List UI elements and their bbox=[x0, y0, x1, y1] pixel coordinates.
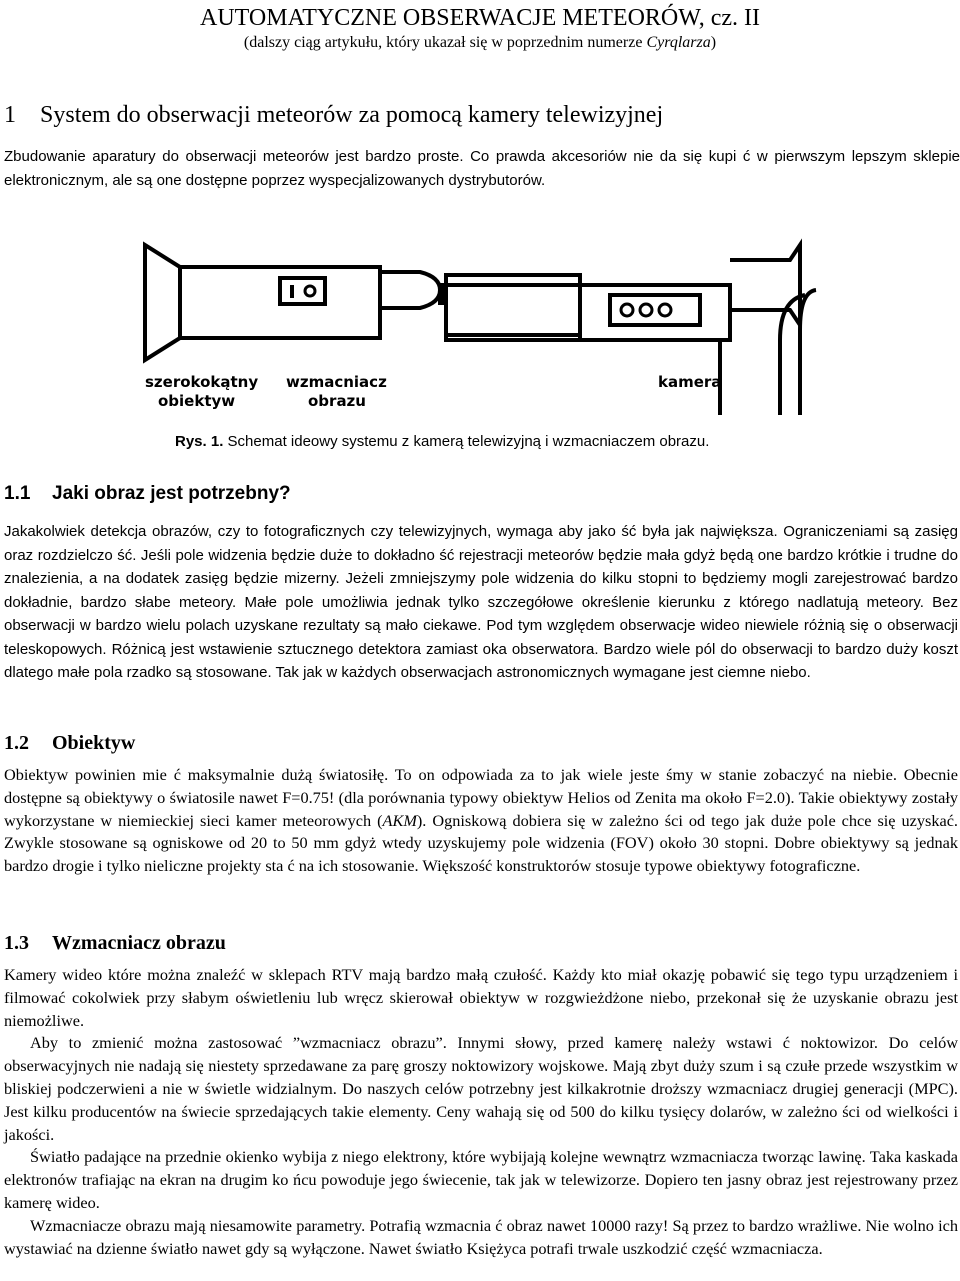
section-1-2-heading bbox=[4, 731, 135, 755]
paragraph: Wzmacniacze obrazu mają niesamowite parametry. Potrafią wzmacnia ć obraz nawet 10000 razy! Są przez to bardzo wrażliwe. Nie wolno ich wystawiać na dzienne światło nawet gdy są wyłączone. Nawet światło Księżyca potrafi trwale uszkodzić część wzmacniacza. bbox=[4, 1215, 958, 1258]
section-1-1-paragraph bbox=[4, 520, 958, 685]
figure-label-amp-line2: obrazu bbox=[308, 392, 366, 410]
section-number: 1.1 bbox=[4, 483, 31, 504]
section-1-2-paragraph bbox=[4, 764, 958, 878]
figure-caption-text: Schemat ideowy systemu z kamerą telewizyjną i wzmacniaczem obrazu. bbox=[227, 433, 710, 450]
section-number: 1.3 bbox=[4, 932, 29, 954]
camera-eyepiece bbox=[730, 245, 800, 325]
paragraph-text: ). Ogniskową dobiera się w zależno ści od tego jak duże pole chce się uzyskać. Zwykle stosowane są ogniskowe od 20 to 50 mm gdyż wtedy uzyskujemy pole widzenia (FOV) około 30 stopni. Dobre obiektywy są jednak bardzo drogie i tylko nieliczne projekty sta ć na ich stosowanie. Większość konstruktorów stosuje typowe obiektywy fotograficzne. bbox=[4, 810, 959, 876]
section-1-3-heading bbox=[4, 931, 226, 955]
figure-label-lens-line2: obiektyw bbox=[158, 392, 236, 410]
section-title: System do obserwacji meteorów za pomocą kamery telewizyjnej bbox=[40, 102, 664, 128]
figure-caption-label: Rys. 1. bbox=[175, 433, 224, 450]
abbreviation: AKM bbox=[382, 810, 417, 830]
section-number: 1 bbox=[4, 102, 16, 128]
section-number: 1.2 bbox=[4, 732, 29, 754]
paragraph-text: Obiektyw powinien mie ć maksymalnie dużą światosiłę. To on odpowiada za to jak wiele jeste śmy w stanie zobaczyć na niebie. Obecnie dostępne są obiektywy o światosile nawet F=0.75! (dla porównania typowy obiektyw Helios od Zenita ma około F=2.0). Takie obiektywy zostały wykorzystane w niemieckiej sieci kamer meteorowych ( bbox=[4, 765, 958, 830]
figure-label-lens-line1: szerokokątny bbox=[145, 373, 259, 391]
figure-label-camera: kamera bbox=[658, 373, 722, 391]
section-1-heading bbox=[4, 101, 663, 129]
paragraph bbox=[4, 764, 958, 878]
paragraph: Aby to zmienić można zastosować ”wzmacniacz obrazu”. Innymi słowy, przed kamerę należy wstawi ć noktowizor. Do celów obserwacyjnych nie nadają się niestety sprzedawane za parę groszy noktowizory wojskowe. Mają zbyt duży szum i są czułe przede wszystkim w bliskiej podczerwieni a nie w świetle widzialnym. Do naszych celów potrzebny jest kilkakrotnie droższy wzmacniacz drugiej generacji (MPC). Jest kilku producentów na świecie sprzedających takie elementy. Ceny wahają się od 500 do kilku tysięcy dolarów, w zależno ści od wielkości i jakości. bbox=[4, 1033, 958, 1144]
paragraph: Światło padające na przednie okienko wybija z niego elektrony, które wybijają kolejne wewnątrz wzmacniacza tworząc lawinę. Taka kaskada elektronów trafiając na ekran na drugim ko ńcu powoduje jego świecenie, tak jak w telewizorze. Dopiero ten jasny obraz jest rejestrowany przez kamerę wideo. bbox=[4, 1147, 958, 1212]
intro-paragraph: Zbudowanie aparatury do obserwacji meteorów jest bardzo proste. Co prawda akcesoriów nie da się kupi ć w pierwszym lepszym sklepie elektronicznym, ale są one dostępne poprzez wyspecjalizowanych dystrybutorów. bbox=[4, 148, 960, 189]
section-title: Obiektyw bbox=[52, 732, 136, 754]
camera-system-diagram bbox=[140, 230, 840, 420]
figure-label-amp-line1: wzmacniacz bbox=[286, 373, 387, 391]
section-title: Jaki obraz jest potrzebny? bbox=[52, 483, 291, 504]
article-title: AUTOMATYCZNE OBSERWACJE METEORÓW, cz. II bbox=[200, 5, 760, 31]
lens-shape bbox=[145, 245, 180, 360]
magazine-name: Cyrqlarza bbox=[646, 34, 711, 51]
amplifier-panel bbox=[280, 278, 325, 304]
camera-controls bbox=[610, 295, 700, 325]
connector-shape bbox=[380, 272, 440, 308]
paragraph: Kamery wideo które można znaleźć w sklepach RTV mają bardzo małą czułość. Każdy kto miał okazję pobawić się tego typu urządzeniem i filmować cokolwiek przy słabym oświetleniu lub wręcz skierował obiektyw w rozgwieżdżone niebo, przekonał się że uzyskanie obrazu jest niemożliwe. bbox=[4, 965, 958, 1030]
section-title: Wzmacniacz obrazu bbox=[52, 932, 226, 954]
figure-caption bbox=[175, 432, 960, 452]
paragraph: Jakakolwiek detekcja obrazów, czy to fotograficznych czy telewizyjnych, wymaga aby jako ść była jak największa. Ograniczeniami są zasięg oraz rozdzielczo ść. Jeśli pole widzenia będzie duże to dokładno ść rejestracji meteorów będzie mała gdyż będą one bardzo krótkie i trudne do znalezienia, a na dodatek zasięg będzie mizerny. Jeżeli zmniejszymy pole widzenia do kilku stopni to będziemy mogli zarejestrować bardzo dokładnie, bardzo słabe meteory. Małe pole umożliwia jednak tylko szczegółowe określenie kierunku z którego nadlatują meteory. Bez obserwacji w bardzo wielu polach uzyskane rezultaty są mało ciekawe. Pod tym względem obserwacje wideo niewiele różnią się o obserwacji teleskopowych. Różnicą jest wstawienie sztucznego detektora zamiast oka obserwatora. Bardzo wiele pól do obserwacji to bardzo duży koszt dlatego małe pola rzadko są stosowane. Tak jak w każdych obserwacjach astronomicznych wymagane jest ciemne niebo. bbox=[4, 523, 958, 681]
subtitle-text: (dalszy ciąg artykułu, który ukazał się w poprzednim numerze bbox=[243, 34, 647, 51]
article-subtitle: (dalszy ciąg artykułu, który ukazał się w poprzednim numerze Cyrqlarza) bbox=[243, 34, 717, 51]
section-1-3-body bbox=[4, 964, 958, 1260]
section-1-1-heading bbox=[4, 482, 291, 506]
